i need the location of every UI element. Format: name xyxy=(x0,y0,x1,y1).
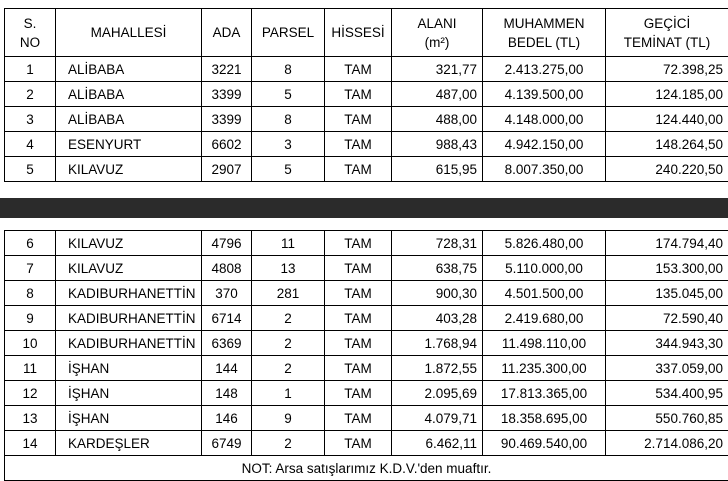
col-header-hisse: HİSSESİ xyxy=(325,9,392,57)
cell-no: 13 xyxy=(5,406,56,431)
cell-bedel: 18.358.695,00 xyxy=(483,406,606,431)
cell-teminat: 550.760,85 xyxy=(606,406,728,431)
cell-parsel: 8 xyxy=(252,107,325,132)
cell-parsel: 9 xyxy=(252,406,325,431)
cell-bedel: 4.139.500,00 xyxy=(483,82,606,107)
col-header-bedel: MUHAMMEN BEDEL (TL) xyxy=(483,9,606,57)
cell-mahalle: İŞHAN xyxy=(56,381,202,406)
table-row xyxy=(5,356,728,381)
cell-bedel: 11.498.110,00 xyxy=(483,331,606,356)
cell-mahalle: KADIBURHANETTİN xyxy=(56,281,202,306)
cell-ada: 6714 xyxy=(202,306,252,331)
col-header-ada: ADA xyxy=(202,9,252,57)
cell-teminat: 72.590,40 xyxy=(606,306,728,331)
cell-bedel: 4.501.500,00 xyxy=(483,281,606,306)
cell-alan: 2.095,69 xyxy=(392,381,483,406)
table-row xyxy=(5,281,728,306)
cell-mahalle: KILAVUZ xyxy=(56,157,202,182)
cell-alan: 488,00 xyxy=(392,107,483,132)
cell-no: 3 xyxy=(5,107,56,132)
cell-parsel: 2 xyxy=(252,306,325,331)
cell-mahalle: ALİBABA xyxy=(56,57,202,82)
header-row xyxy=(5,9,728,57)
cell-ada: 6602 xyxy=(202,132,252,157)
cell-no: 2 xyxy=(5,82,56,107)
cell-ada: 4808 xyxy=(202,256,252,281)
cell-no: 12 xyxy=(5,381,56,406)
table-row xyxy=(5,231,728,256)
col-header-alan: ALANI (m²) xyxy=(392,9,483,57)
note-row xyxy=(5,456,728,481)
cell-alan: 6.462,11 xyxy=(392,431,483,456)
cell-no: 5 xyxy=(5,157,56,182)
cell-no: 6 xyxy=(5,231,56,256)
cell-ada: 3399 xyxy=(202,107,252,132)
cell-no: 9 xyxy=(5,306,56,331)
cell-ada: 6749 xyxy=(202,431,252,456)
cell-bedel: 2.413.275,00 xyxy=(483,57,606,82)
table-row xyxy=(5,431,728,456)
separator-band xyxy=(0,198,728,218)
cell-no: 4 xyxy=(5,132,56,157)
cell-mahalle: İŞHAN xyxy=(56,406,202,431)
table-row xyxy=(5,331,728,356)
cell-no: 1 xyxy=(5,57,56,82)
col-header-teminat: GEÇİCİ TEMİNAT (TL) xyxy=(606,9,728,57)
cell-bedel: 11.235.300,00 xyxy=(483,356,606,381)
cell-alan: 728,31 xyxy=(392,231,483,256)
table-row xyxy=(5,256,728,281)
parcel-table-top xyxy=(4,8,728,182)
table-row xyxy=(5,306,728,331)
cell-hisse: TAM xyxy=(325,256,392,281)
cell-teminat: 337.059,00 xyxy=(606,356,728,381)
cell-mahalle: ALİBABA xyxy=(56,107,202,132)
cell-teminat: 124.185,00 xyxy=(606,82,728,107)
cell-hisse: TAM xyxy=(325,431,392,456)
cell-no: 7 xyxy=(5,256,56,281)
cell-ada: 146 xyxy=(202,406,252,431)
cell-hisse: TAM xyxy=(325,107,392,132)
cell-parsel: 13 xyxy=(252,256,325,281)
note-text: NOT: Arsa satışlarımız K.D.V.'den muaftır. xyxy=(5,456,728,481)
cell-hisse: TAM xyxy=(325,57,392,82)
cell-mahalle: KARDEŞLER xyxy=(56,431,202,456)
cell-hisse: TAM xyxy=(325,306,392,331)
table-row xyxy=(5,157,728,182)
table-row xyxy=(5,107,728,132)
cell-no: 8 xyxy=(5,281,56,306)
cell-teminat: 240.220,50 xyxy=(606,157,728,182)
cell-teminat: 124.440,00 xyxy=(606,107,728,132)
cell-ada: 6369 xyxy=(202,331,252,356)
cell-hisse: TAM xyxy=(325,82,392,107)
cell-ada: 370 xyxy=(202,281,252,306)
cell-alan: 321,77 xyxy=(392,57,483,82)
cell-alan: 638,75 xyxy=(392,256,483,281)
cell-mahalle: İŞHAN xyxy=(56,356,202,381)
cell-parsel: 2 xyxy=(252,356,325,381)
cell-ada: 2907 xyxy=(202,157,252,182)
cell-alan: 1.872,55 xyxy=(392,356,483,381)
cell-hisse: TAM xyxy=(325,157,392,182)
cell-bedel: 4.942.150,00 xyxy=(483,132,606,157)
cell-mahalle: ALİBABA xyxy=(56,82,202,107)
cell-parsel: 5 xyxy=(252,157,325,182)
cell-hisse: TAM xyxy=(325,331,392,356)
cell-bedel: 2.419.680,00 xyxy=(483,306,606,331)
cell-mahalle: KADIBURHANETTİN xyxy=(56,306,202,331)
cell-ada: 3399 xyxy=(202,82,252,107)
table-row xyxy=(5,82,728,107)
col-header-mahalle: MAHALLESİ xyxy=(56,9,202,57)
cell-bedel: 5.826.480,00 xyxy=(483,231,606,256)
col-header-sno: S. NO xyxy=(5,9,56,57)
table-row xyxy=(5,132,728,157)
cell-hisse: TAM xyxy=(325,132,392,157)
cell-ada: 148 xyxy=(202,381,252,406)
cell-no: 11 xyxy=(5,356,56,381)
cell-alan: 1.768,94 xyxy=(392,331,483,356)
cell-bedel: 17.813.365,00 xyxy=(483,381,606,406)
cell-teminat: 153.300,00 xyxy=(606,256,728,281)
cell-teminat: 135.045,00 xyxy=(606,281,728,306)
cell-hisse: TAM xyxy=(325,231,392,256)
cell-no: 14 xyxy=(5,431,56,456)
cell-alan: 4.079,71 xyxy=(392,406,483,431)
cell-teminat: 344.943,30 xyxy=(606,331,728,356)
cell-bedel: 8.007.350,00 xyxy=(483,157,606,182)
cell-parsel: 8 xyxy=(252,57,325,82)
cell-mahalle: ESENYURT xyxy=(56,132,202,157)
cell-hisse: TAM xyxy=(325,406,392,431)
cell-teminat: 148.264,50 xyxy=(606,132,728,157)
cell-ada: 144 xyxy=(202,356,252,381)
table-row xyxy=(5,57,728,82)
cell-bedel: 90.469.540,00 xyxy=(483,431,606,456)
cell-teminat: 72.398,25 xyxy=(606,57,728,82)
cell-no: 10 xyxy=(5,331,56,356)
cell-alan: 487,00 xyxy=(392,82,483,107)
cell-ada: 4796 xyxy=(202,231,252,256)
cell-parsel: 3 xyxy=(252,132,325,157)
cell-bedel: 5.110.000,00 xyxy=(483,256,606,281)
cell-mahalle: KILAVUZ xyxy=(56,231,202,256)
cell-alan: 900,30 xyxy=(392,281,483,306)
cell-ada: 3221 xyxy=(202,57,252,82)
cell-mahalle: KILAVUZ xyxy=(56,256,202,281)
cell-bedel: 4.148.000,00 xyxy=(483,107,606,132)
cell-parsel: 2 xyxy=(252,431,325,456)
cell-teminat: 534.400,95 xyxy=(606,381,728,406)
table-body-bottom xyxy=(5,231,728,456)
cell-parsel: 2 xyxy=(252,331,325,356)
cell-mahalle: KADIBURHANETTİN xyxy=(56,331,202,356)
cell-teminat: 174.794,40 xyxy=(606,231,728,256)
cell-parsel: 1 xyxy=(252,381,325,406)
col-header-parsel: PARSEL xyxy=(252,9,325,57)
cell-hisse: TAM xyxy=(325,381,392,406)
cell-alan: 403,28 xyxy=(392,306,483,331)
cell-alan: 615,95 xyxy=(392,157,483,182)
cell-hisse: TAM xyxy=(325,356,392,381)
table-row xyxy=(5,406,728,431)
cell-parsel: 11 xyxy=(252,231,325,256)
table-body-top xyxy=(5,57,728,182)
cell-teminat: 2.714.086,20 xyxy=(606,431,728,456)
cell-parsel: 281 xyxy=(252,281,325,306)
cell-hisse: TAM xyxy=(325,281,392,306)
table-row xyxy=(5,381,728,406)
cell-alan: 988,43 xyxy=(392,132,483,157)
parcel-table-bottom xyxy=(4,230,728,481)
cell-parsel: 5 xyxy=(252,82,325,107)
